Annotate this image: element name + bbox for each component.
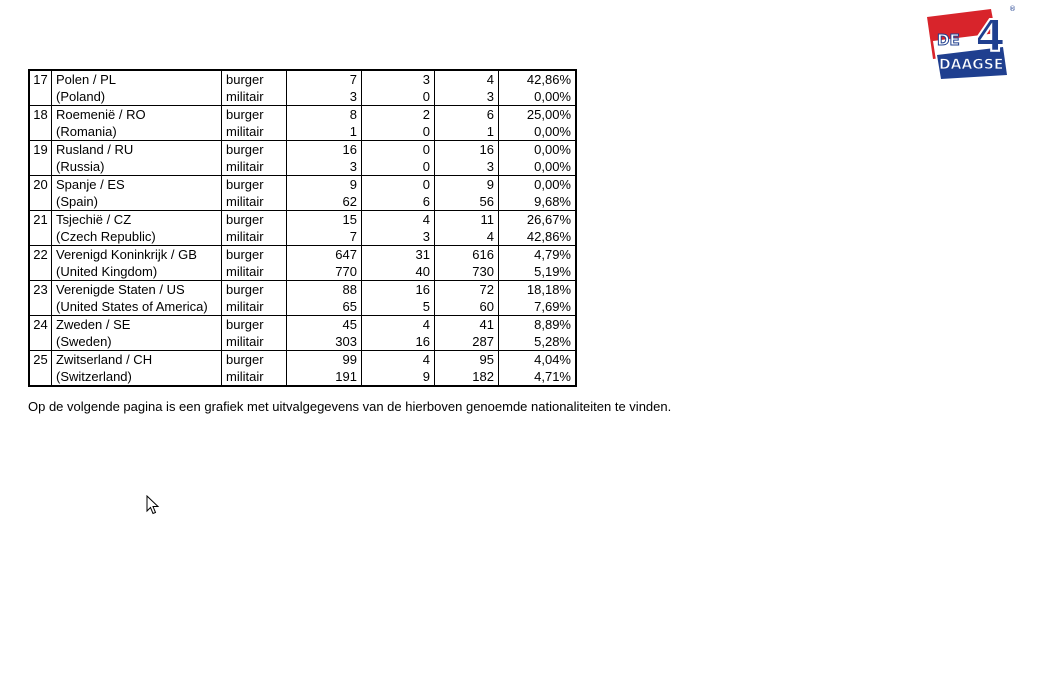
burger-fin-cell: 41 <box>435 316 499 334</box>
militair-uit-cell: 0 <box>362 158 435 176</box>
category-burger: burger <box>222 351 287 369</box>
militair-fin-cell: 4 <box>435 228 499 246</box>
militair-pct-cell: 0,00% <box>499 88 577 106</box>
burger-tot-cell: 9 <box>287 176 362 194</box>
militair-tot-cell: 3 <box>287 158 362 176</box>
militair-uit-cell: 0 <box>362 123 435 141</box>
country-name: Polen / PL <box>52 70 222 88</box>
row-number: 20 <box>29 176 52 211</box>
militair-tot-cell: 62 <box>287 193 362 211</box>
burger-uit-cell: 4 <box>362 316 435 334</box>
militair-pct-cell: 4,71% <box>499 368 577 386</box>
row-number: 21 <box>29 211 52 246</box>
row-number: 25 <box>29 351 52 387</box>
militair-uit-cell: 40 <box>362 263 435 281</box>
burger-uit-cell: 0 <box>362 141 435 159</box>
militair-pct-cell: 5,28% <box>499 333 577 351</box>
burger-pct-cell: 0,00% <box>499 176 577 194</box>
militair-tot-cell: 65 <box>287 298 362 316</box>
militair-pct-cell: 7,69% <box>499 298 577 316</box>
row-number: 19 <box>29 141 52 176</box>
de-4-daagse-logo <box>925 3 1025 81</box>
country-name-english: (Sweden) <box>52 333 222 351</box>
table-row <box>29 263 576 281</box>
country-name-english: (United States of America) <box>52 298 222 316</box>
table-row <box>29 176 576 194</box>
footnote-text: Op de volgende pagina is een grafiek met uitvalgegevens van de hierboven genoemde nationaliteiten te vinden. <box>28 399 672 414</box>
burger-fin-cell: 6 <box>435 106 499 124</box>
burger-uit-cell: 3 <box>362 70 435 88</box>
country-name: Rusland / RU <box>52 141 222 159</box>
burger-tot-cell: 15 <box>287 211 362 229</box>
country-name: Verenigd Koninkrijk / GB <box>52 246 222 264</box>
category-militair: militair <box>222 228 287 246</box>
militair-tot-cell: 3 <box>287 88 362 106</box>
burger-pct-cell: 18,18% <box>499 281 577 299</box>
table-row <box>29 316 576 334</box>
militair-tot-cell: 303 <box>287 333 362 351</box>
militair-tot-cell: 1 <box>287 123 362 141</box>
category-militair: militair <box>222 88 287 106</box>
militair-tot-cell: 7 <box>287 228 362 246</box>
burger-tot-cell: 16 <box>287 141 362 159</box>
burger-fin-cell: 16 <box>435 141 499 159</box>
country-name-english: (Romania) <box>52 123 222 141</box>
table-row <box>29 88 576 106</box>
country-name: Spanje / ES <box>52 176 222 194</box>
burger-tot-cell: 7 <box>287 70 362 88</box>
militair-uit-cell: 6 <box>362 193 435 211</box>
category-burger: burger <box>222 176 287 194</box>
row-number: 22 <box>29 246 52 281</box>
category-militair: militair <box>222 368 287 386</box>
militair-fin-cell: 1 <box>435 123 499 141</box>
militair-fin-cell: 730 <box>435 263 499 281</box>
militair-fin-cell: 182 <box>435 368 499 386</box>
burger-uit-cell: 4 <box>362 351 435 369</box>
country-name-english: (Switzerland) <box>52 368 222 386</box>
nationality-results-table <box>28 69 577 387</box>
militair-pct-cell: 9,68% <box>499 193 577 211</box>
logo-text-4: 4 <box>975 11 1006 62</box>
category-burger: burger <box>222 211 287 229</box>
category-militair: militair <box>222 298 287 316</box>
militair-fin-cell: 3 <box>435 158 499 176</box>
burger-uit-cell: 0 <box>362 176 435 194</box>
burger-tot-cell: 99 <box>287 351 362 369</box>
burger-uit-cell: 16 <box>362 281 435 299</box>
burger-pct-cell: 42,86% <box>499 70 577 88</box>
country-name-english: (United Kingdom) <box>52 263 222 281</box>
category-militair: militair <box>222 263 287 281</box>
table-row <box>29 333 576 351</box>
table-row <box>29 193 576 211</box>
category-militair: militair <box>222 123 287 141</box>
table-row <box>29 368 576 386</box>
category-burger: burger <box>222 70 287 88</box>
category-militair: militair <box>222 333 287 351</box>
logo-text-de: DE <box>937 31 960 49</box>
country-name: Zweden / SE <box>52 316 222 334</box>
table-row <box>29 70 576 88</box>
militair-uit-cell: 16 <box>362 333 435 351</box>
militair-uit-cell: 0 <box>362 88 435 106</box>
row-number: 24 <box>29 316 52 351</box>
table-row <box>29 106 576 124</box>
table-row <box>29 158 576 176</box>
table-row <box>29 351 576 369</box>
burger-uit-cell: 4 <box>362 211 435 229</box>
row-number: 23 <box>29 281 52 316</box>
category-burger: burger <box>222 281 287 299</box>
militair-pct-cell: 42,86% <box>499 228 577 246</box>
militair-pct-cell: 0,00% <box>499 123 577 141</box>
militair-uit-cell: 9 <box>362 368 435 386</box>
row-number: 18 <box>29 106 52 141</box>
burger-fin-cell: 616 <box>435 246 499 264</box>
table-row <box>29 123 576 141</box>
militair-fin-cell: 60 <box>435 298 499 316</box>
mouse-cursor-icon <box>146 495 160 515</box>
burger-pct-cell: 0,00% <box>499 141 577 159</box>
militair-uit-cell: 3 <box>362 228 435 246</box>
table-row <box>29 141 576 159</box>
burger-fin-cell: 4 <box>435 70 499 88</box>
militair-fin-cell: 3 <box>435 88 499 106</box>
table-row <box>29 281 576 299</box>
category-burger: burger <box>222 106 287 124</box>
table-row <box>29 246 576 264</box>
country-name: Zwitserland / CH <box>52 351 222 369</box>
country-name-english: (Russia) <box>52 158 222 176</box>
country-name-english: (Czech Republic) <box>52 228 222 246</box>
category-burger: burger <box>222 246 287 264</box>
burger-fin-cell: 72 <box>435 281 499 299</box>
burger-pct-cell: 8,89% <box>499 316 577 334</box>
militair-pct-cell: 5,19% <box>499 263 577 281</box>
country-name-english: (Poland) <box>52 88 222 106</box>
category-burger: burger <box>222 141 287 159</box>
militair-tot-cell: 191 <box>287 368 362 386</box>
country-name: Roemenië / RO <box>52 106 222 124</box>
table-row <box>29 298 576 316</box>
militair-tot-cell: 770 <box>287 263 362 281</box>
burger-pct-cell: 4,79% <box>499 246 577 264</box>
militair-pct-cell: 0,00% <box>499 158 577 176</box>
burger-pct-cell: 26,67% <box>499 211 577 229</box>
logo-trademark: ® <box>1009 5 1016 13</box>
country-name-english: (Spain) <box>52 193 222 211</box>
category-militair: militair <box>222 193 287 211</box>
burger-uit-cell: 2 <box>362 106 435 124</box>
burger-tot-cell: 647 <box>287 246 362 264</box>
burger-pct-cell: 4,04% <box>499 351 577 369</box>
table-row <box>29 228 576 246</box>
militair-fin-cell: 287 <box>435 333 499 351</box>
burger-fin-cell: 95 <box>435 351 499 369</box>
category-militair: militair <box>222 158 287 176</box>
burger-tot-cell: 8 <box>287 106 362 124</box>
country-name: Verenigde Staten / US <box>52 281 222 299</box>
burger-pct-cell: 25,00% <box>499 106 577 124</box>
burger-fin-cell: 9 <box>435 176 499 194</box>
burger-tot-cell: 45 <box>287 316 362 334</box>
burger-uit-cell: 31 <box>362 246 435 264</box>
country-name: Tsjechië / CZ <box>52 211 222 229</box>
burger-fin-cell: 11 <box>435 211 499 229</box>
militair-fin-cell: 56 <box>435 193 499 211</box>
table-body <box>29 70 576 386</box>
militair-uit-cell: 5 <box>362 298 435 316</box>
logo-text-daagse: DAAGSE <box>939 57 1004 73</box>
row-number: 17 <box>29 70 52 106</box>
table-row <box>29 211 576 229</box>
category-burger: burger <box>222 316 287 334</box>
burger-tot-cell: 88 <box>287 281 362 299</box>
